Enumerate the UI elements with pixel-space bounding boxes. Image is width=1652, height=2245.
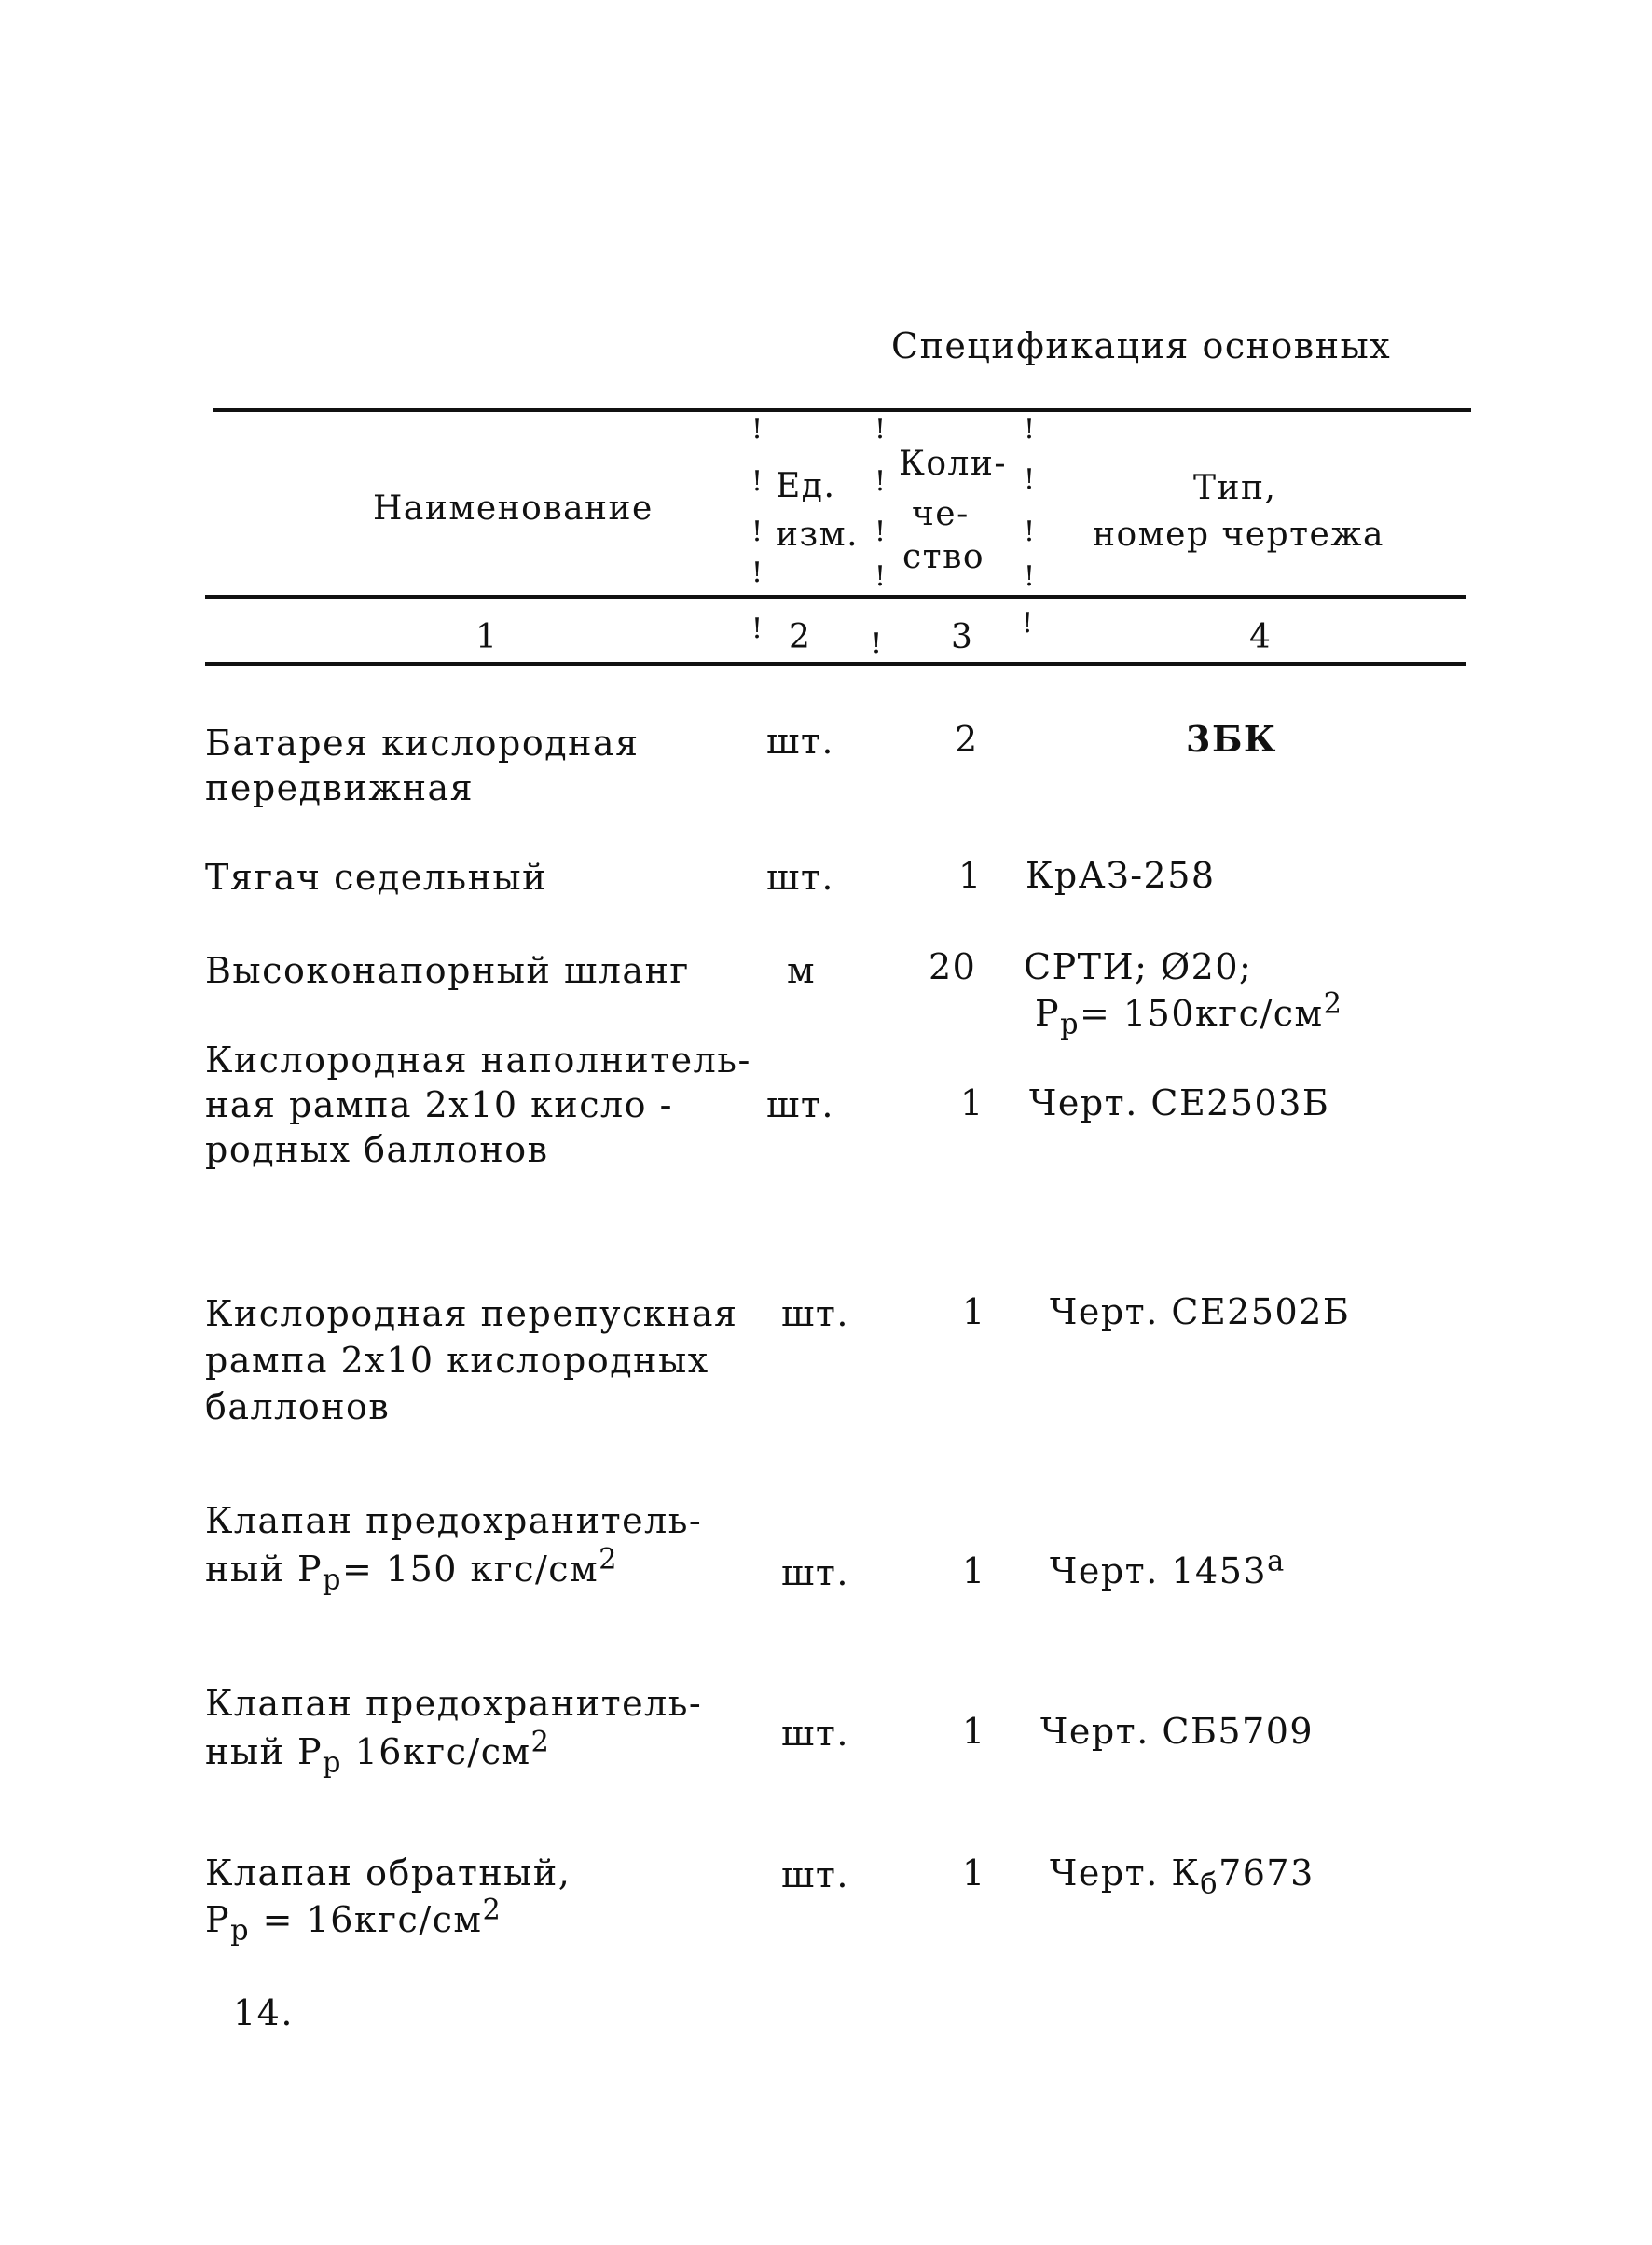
column-separator: ! (874, 516, 887, 548)
column-separator: ! (1022, 607, 1034, 640)
column-number: 3 (951, 618, 974, 656)
item-unit: м (787, 950, 817, 991)
item-qty: 1 (962, 1711, 986, 1752)
colnum-bottom-rule (205, 662, 1466, 666)
item-type: Черт. 1453$^a$ (1050, 1545, 1286, 1591)
header-unit: Ед. (776, 467, 836, 505)
column-separator: ! (1024, 463, 1036, 496)
column-separator: ! (751, 413, 764, 446)
column-separator: ! (751, 557, 764, 589)
item-unit: шт. (781, 1713, 849, 1754)
item-type: Черт. $К_б7673$ (1050, 1852, 1315, 1901)
item-qty: 20 (929, 946, 977, 987)
item-qty: 1 (962, 1852, 986, 1894)
item-name: Кислородная перепускная (205, 1293, 738, 1334)
item-type: Черт. СЕ2502Б (1050, 1291, 1351, 1332)
column-separator: ! (751, 516, 764, 548)
column-separator: ! (874, 413, 887, 446)
pressure-formula: ный $P_p$ $16кгс/см^2$ (205, 1726, 551, 1780)
item-name: Клапан обратный, (205, 1852, 571, 1894)
item-qty: 1 (960, 1082, 984, 1123)
item-name: рампа 2х10 кислородных (205, 1340, 709, 1381)
pressure-formula: ный $P_p= 150$ кгс/$см^2$ (205, 1543, 618, 1597)
header-unit: изм. (776, 516, 860, 554)
item-name: ная рампа 2х10 кисло - (205, 1084, 673, 1125)
header-type: номер чертежа (1093, 516, 1384, 554)
column-separator: ! (751, 613, 764, 645)
item-qty: 1 (962, 1291, 986, 1332)
item-type: СРТИ; Ø20; (1024, 946, 1253, 987)
item-name: Батарея кислородная (205, 723, 640, 764)
column-number: 4 (1249, 618, 1273, 656)
page-number: 14. (233, 1992, 294, 2033)
item-name: Тягач седельный (205, 857, 547, 898)
item-name: Клапан предохранитель- (205, 1500, 703, 1541)
pressure-formula: $P_p = 16кгс/см^2$ (205, 1894, 502, 1948)
item-name: передвижная (205, 767, 475, 808)
item-unit: шт. (766, 1084, 834, 1125)
item-name: Кислородная наполнитель- (205, 1040, 751, 1081)
item-type: Черт. СБ5709 (1040, 1711, 1315, 1752)
table-top-rule (213, 408, 1471, 412)
page-title: Спецификация основных (891, 325, 1392, 366)
column-number: 2 (789, 618, 812, 656)
pressure-formula: $P_p= 150кгс/см^2$ (1035, 987, 1343, 1041)
column-number: 1 (475, 618, 499, 656)
item-type: 3БК (1186, 718, 1277, 760)
item-name: Высоконапорный шланг (205, 950, 690, 991)
header-quantity: Коли- (899, 445, 1008, 483)
header-quantity: че- (912, 495, 970, 533)
item-unit: шт. (781, 1854, 849, 1895)
column-separator: ! (1024, 413, 1036, 446)
header-quantity: ство (902, 538, 985, 576)
column-separator: ! (874, 560, 887, 593)
item-type: Черт. СЕ2503Б (1029, 1082, 1330, 1123)
header-bottom-rule (205, 595, 1466, 599)
item-qty: 1 (958, 855, 983, 896)
item-unit: шт. (766, 857, 834, 898)
item-name: родных баллонов (205, 1129, 549, 1170)
item-unit: шт. (781, 1293, 849, 1334)
item-type: КрАЗ-258 (1026, 855, 1216, 896)
header-name: Наименование (373, 489, 654, 528)
item-qty: 1 (962, 1550, 986, 1591)
item-qty: 2 (955, 719, 979, 760)
item-unit: шт. (766, 721, 834, 762)
column-separator: ! (1024, 560, 1036, 593)
header-type: Тип, (1193, 469, 1277, 507)
column-separator: ! (874, 465, 887, 498)
column-separator: ! (1024, 516, 1036, 548)
item-name: баллонов (205, 1386, 391, 1427)
item-unit: шт. (781, 1552, 849, 1593)
item-name: Клапан предохранитель- (205, 1683, 703, 1724)
column-separator: ! (751, 465, 764, 498)
column-separator: ! (871, 627, 883, 660)
